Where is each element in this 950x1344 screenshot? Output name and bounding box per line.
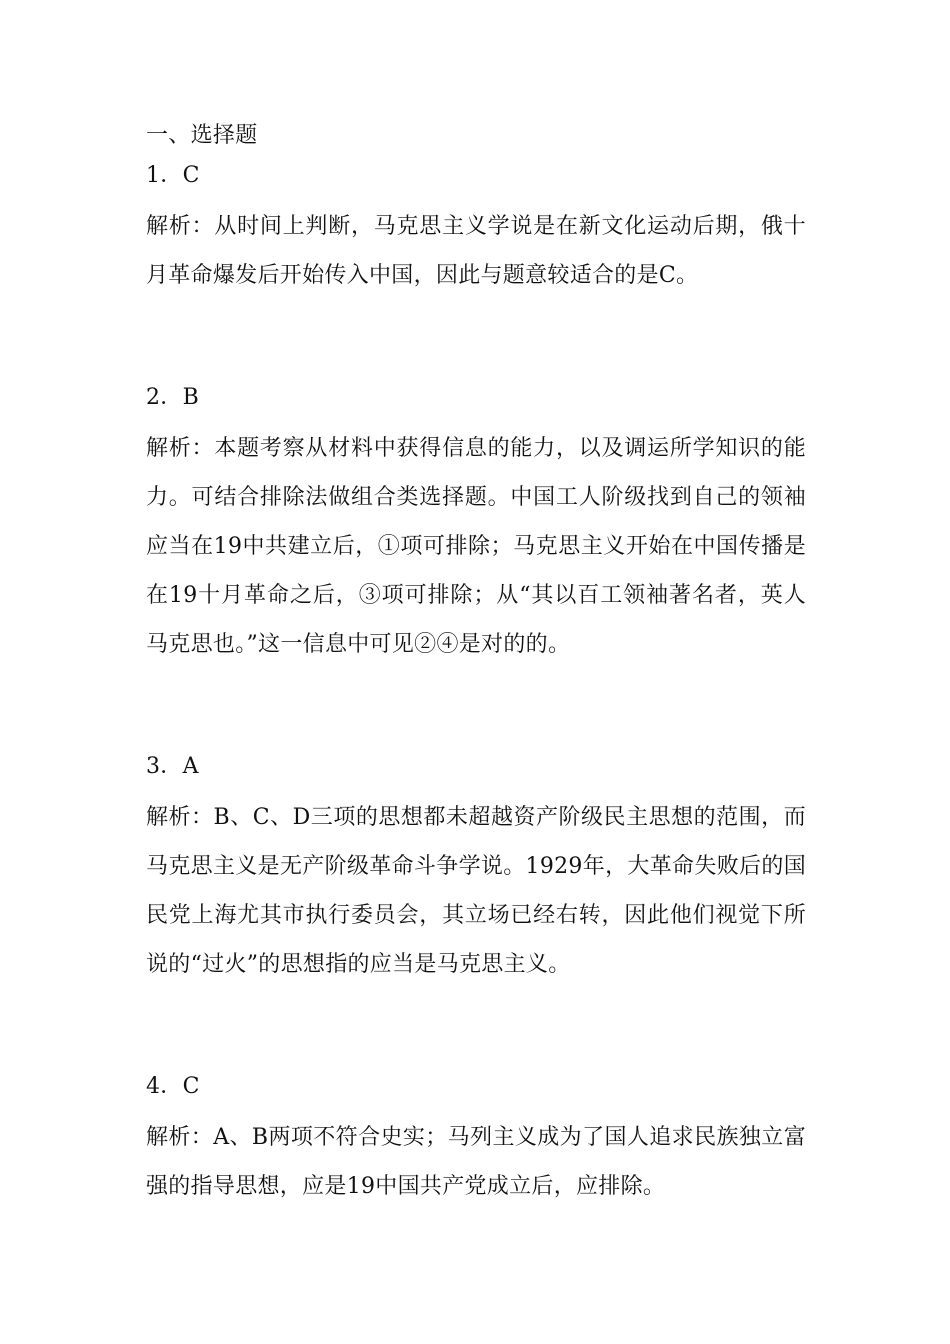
answer-analysis: 解析：从时间上判断，马克思主义学说是在新文化运动后期，俄十月革命爆发后开始传入中国，因此与题意较适合的是C。 — [146, 214, 806, 288]
answer-item-3 — [146, 747, 806, 989]
answer-item-1 — [146, 156, 806, 300]
section-title: 一、选择题 — [146, 123, 258, 148]
answer-label: 4．C — [146, 1074, 200, 1099]
answer-item-2 — [146, 378, 806, 669]
answer-label: 2．B — [146, 385, 200, 410]
answer-label: 1．C — [146, 163, 200, 188]
answer-analysis: 解析：B、C、D三项的思想都未超越资产阶级民主思想的范围，而马克思主义是无产阶级革命斗争学说。1929年，大革命失败后的国民党上海尤其市执行委员会，其立场已经右转，因此他们视觉下所说的“过火”的思想指的应当是马克思主义。 — [146, 805, 806, 977]
answer-analysis: 解析：A、B两项不符合史实；马列主义成为了国人追求民族独立富强的指导思想，应是19中国共产党成立后，应排除。 — [146, 1125, 806, 1199]
answer-item-4 — [146, 1067, 806, 1211]
answer-label: 3．A — [146, 754, 199, 779]
answer-content — [146, 116, 806, 1211]
answer-analysis: 解析：本题考察从材料中获得信息的能力，以及调运所学知识的能力。可结合排除法做组合类选择题。中国工人阶级找到自己的领袖应当在19中共建立后，①项可排除；马克思主义开始在中国传播是在19十月革命之后，③项可排除；从“其以百工领袖著名者，英人马克思也。”这一信息中可见②④是对的的。 — [146, 436, 806, 657]
